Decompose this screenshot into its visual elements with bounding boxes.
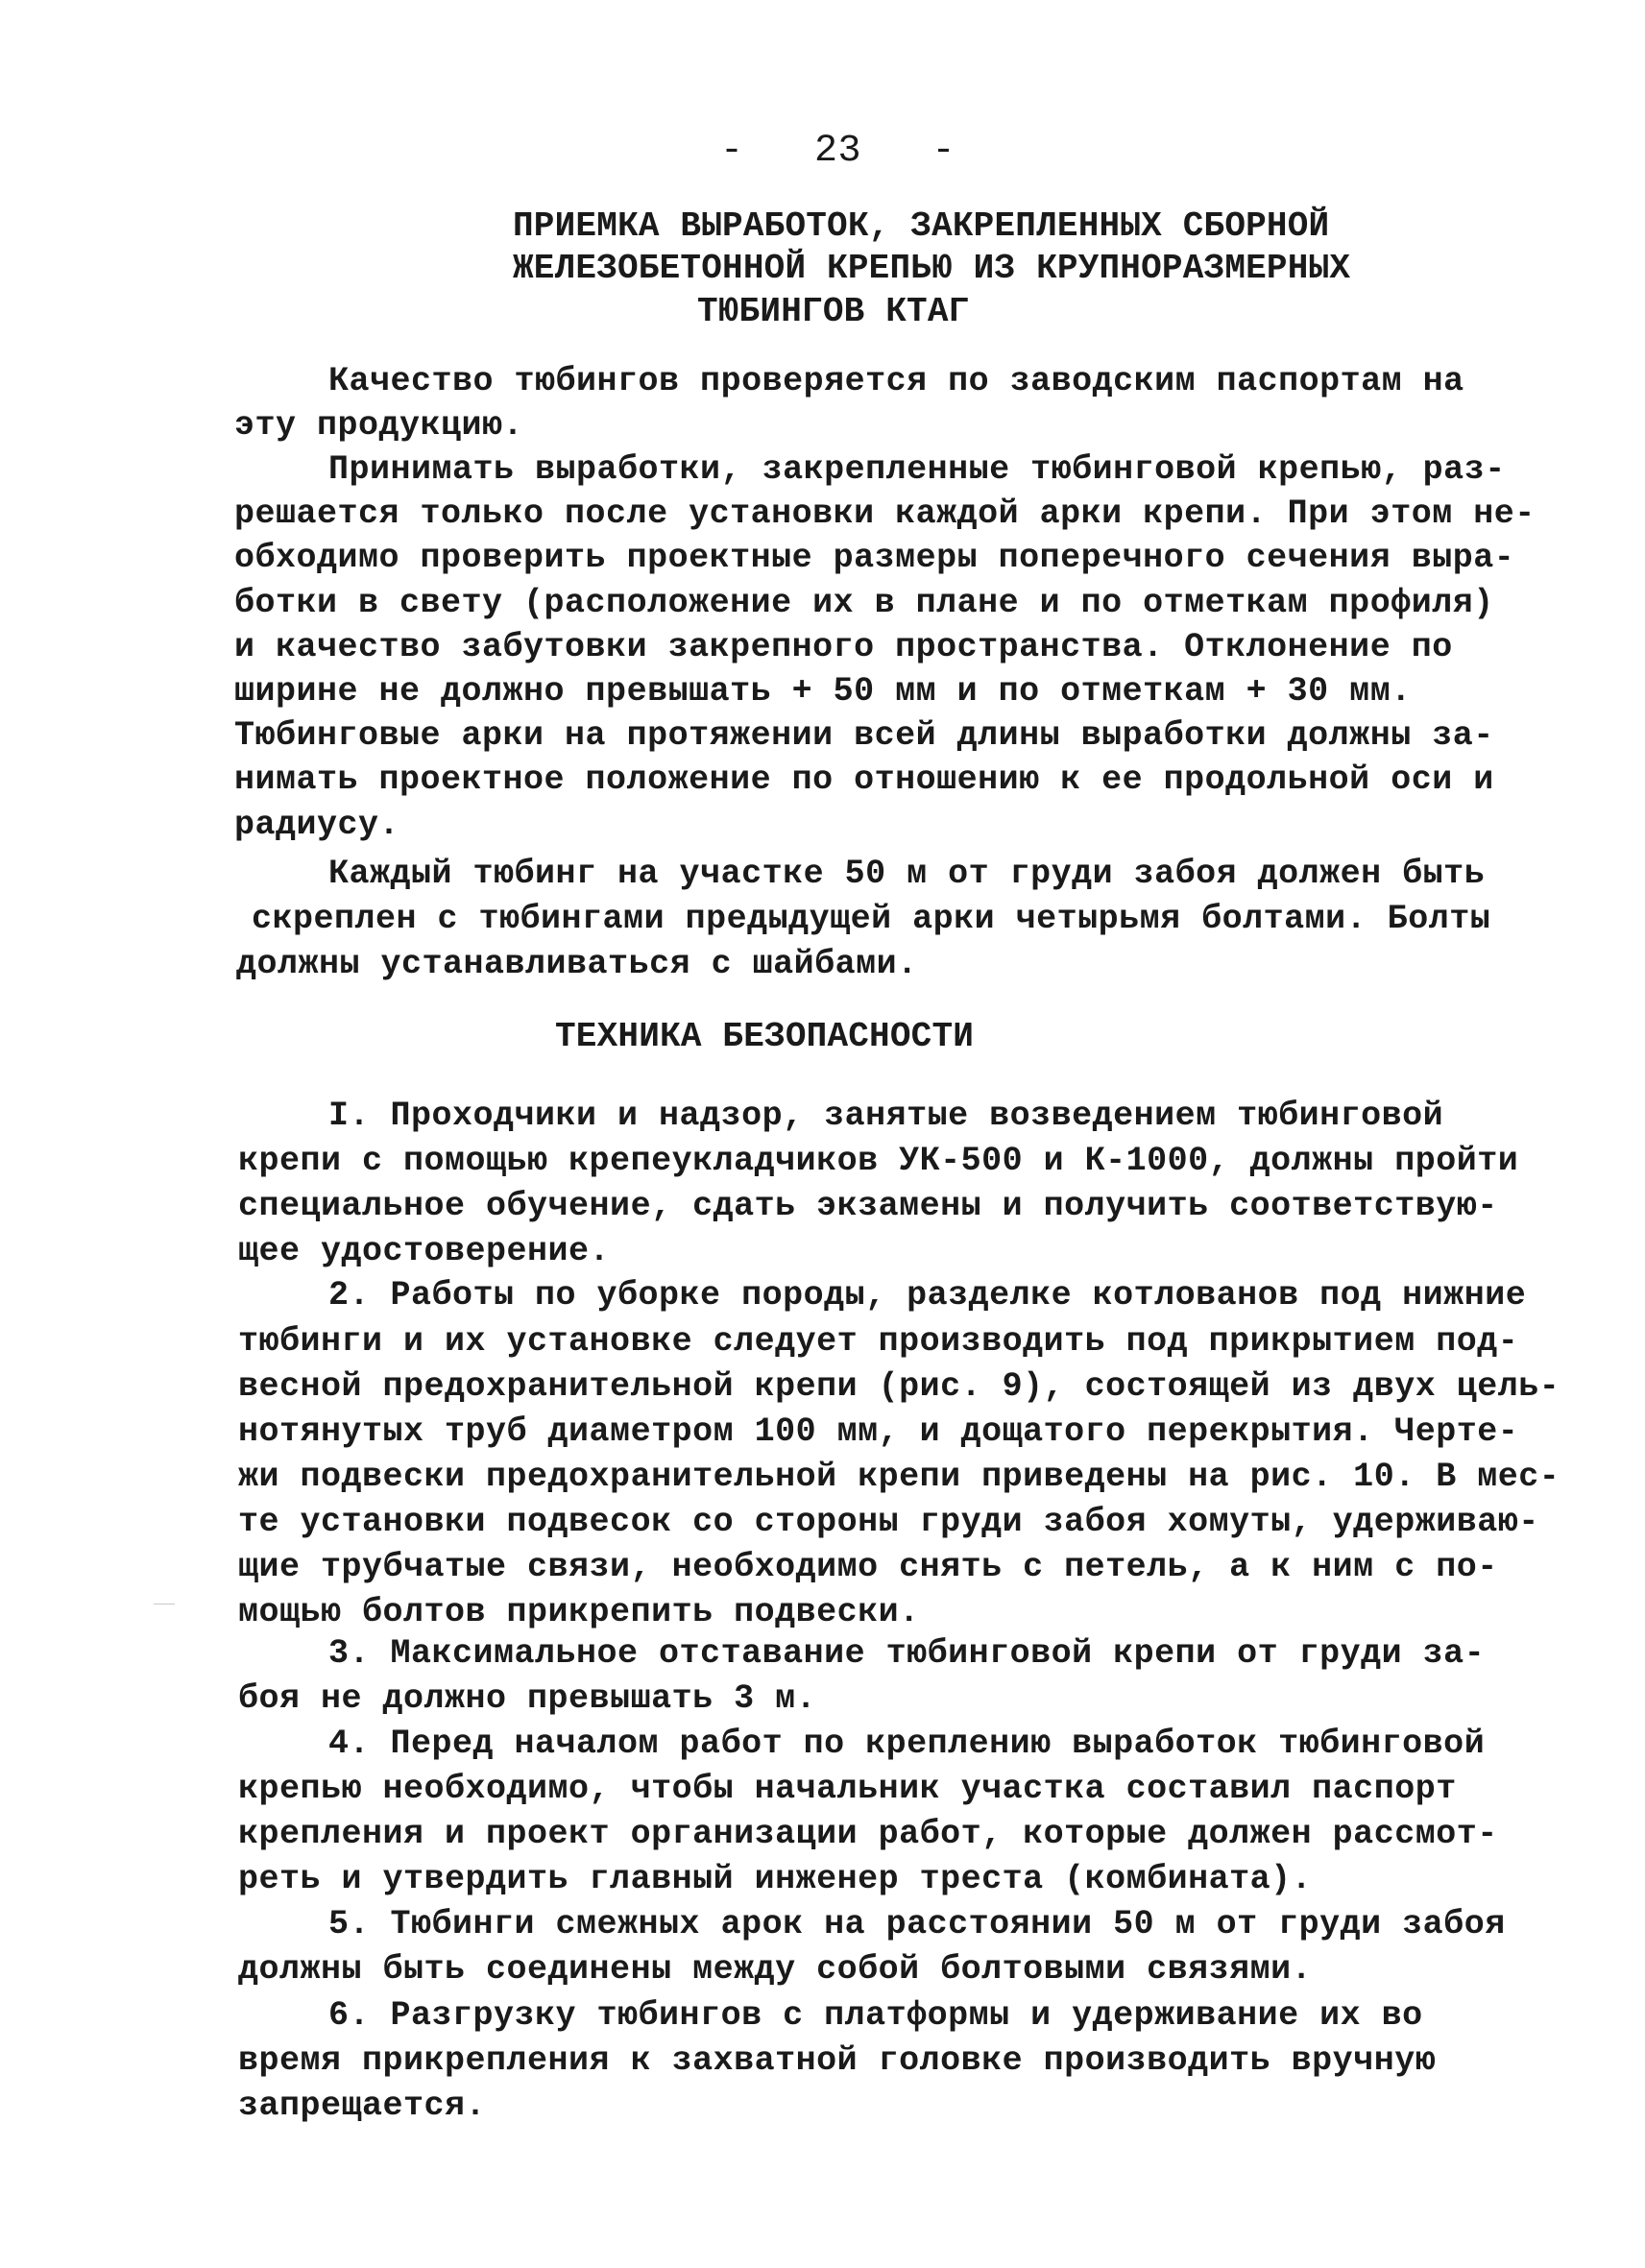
paragraph-line: эту продукцию. (234, 406, 524, 445)
page-number: - 23 - (720, 130, 956, 173)
paragraph-line: Тюбинговые арки на протяжении всей длины выработки должны за- (234, 716, 1494, 755)
paragraph-line: мощью болтов прикрепить подвески. (238, 1593, 920, 1631)
section1-title-line-2: ЖЕЛЕЗОБЕТОННОЙ КРЕПЬЮ ИЗ КРУПНОРАЗМЕРНЫХ (513, 249, 1351, 288)
section1-title-line-1: ПРИЕМКА ВЫРАБОТОК, ЗАКРЕПЛЕННЫХ СБОРНОЙ (513, 206, 1330, 246)
paragraph-line: те установки подвесок со стороны груди забоя хомуты, удерживаю- (238, 1503, 1539, 1541)
paragraph-line: 5. Тюбинги смежных арок на расстоянии 50 м от груди забоя (328, 1905, 1506, 1943)
paragraph-line: Каждый тюбинг на участке 50 м от груди забоя должен быть (328, 855, 1486, 893)
paragraph-line: крепью необходимо, чтобы начальник участка составил паспорт (238, 1770, 1457, 1808)
section2-title: ТЕХНИКА БЕЗОПАСНОСТИ (555, 1017, 975, 1056)
paragraph-line: 3. Максимальное отставание тюбинговой крепи от груди за- (328, 1634, 1486, 1673)
paragraph-line: крепи с помощью крепеукладчиков УК-500 и К-1000, должны пройти (238, 1142, 1519, 1180)
paragraph-line: 6. Разгрузку тюбингов с платформы и удерживание их во (328, 1996, 1423, 2035)
paragraph-line: должны быть соединены между собой болтовыми связями. (238, 1950, 1313, 1989)
paragraph-line: ботки в свету (расположение их в плане и по отметкам профиля) (234, 584, 1494, 622)
paragraph-line: реть и утвердить главный инженер треста (комбината). (238, 1860, 1313, 1898)
paragraph-line: запрещается. (238, 2087, 487, 2125)
paragraph-line: 2. Работы по уборке породы, разделке котлованов под нижние (328, 1276, 1527, 1315)
paragraph-line: скреплен с тюбингами предыдущей арки четырьмя болтами. Болты (252, 900, 1491, 938)
paragraph-line: должны устанавливаться с шайбами. (236, 945, 918, 983)
paragraph-line: время прикрепления к захватной головке производить вручную (238, 2041, 1437, 2080)
paragraph-line: крепления и проект организации работ, которые должен рассмот- (238, 1815, 1498, 1853)
paragraph-line: тюбинги и их установке следует производить под прикрытием под- (238, 1322, 1519, 1361)
paragraph-line: специальное обучение, сдать экзамены и получить соответствую- (238, 1187, 1498, 1225)
paragraph-line: решается только после установки каждой арки крепи. При этом не- (234, 495, 1536, 533)
paragraph-line: нимать проектное положение по отношению к ее продольной оси и (234, 760, 1494, 799)
paragraph-line: I. Проходчики и надзор, занятые возведением тюбинговой (328, 1097, 1444, 1135)
paragraph-line: нотянутых труб диаметром 100 мм, и дощатого перекрытия. Черте- (238, 1412, 1519, 1451)
paragraph-line: весной предохранительной крепи (рис. 9), состоящей из двух цель- (238, 1367, 1560, 1406)
paragraph-line: Качество тюбингов проверяется по заводским паспортам на (328, 362, 1464, 400)
paragraph-line: и качество забутовки закрепного пространства. Отклонение по (234, 628, 1453, 666)
paragraph-line: боя не должно превышать 3 м. (238, 1679, 817, 1718)
section1-title-line-3: ТЮБИНГОВ КТАГ (697, 292, 970, 331)
paragraph-line: щее удостоверение. (238, 1232, 611, 1270)
paragraph-line: 4. Перед началом работ по креплению выработок тюбинговой (328, 1725, 1486, 1763)
paragraph-line: щие трубчатые связи, необходимо снять с петель, а к ним с по- (238, 1548, 1498, 1586)
paragraph-line: радиусу. (234, 806, 400, 844)
paragraph-line: жи подвески предохранительной крепи приведены на рис. 10. В мес- (238, 1458, 1560, 1496)
paragraph-line: Принимать выработки, закрепленные тюбинговой крепью, раз- (328, 450, 1506, 489)
paragraph-line: ширине не должно превышать + 50 мм и по отметкам + 30 мм. (234, 672, 1412, 711)
paragraph-line: обходимо проверить проектные размеры поперечного сечения выра- (234, 539, 1515, 577)
